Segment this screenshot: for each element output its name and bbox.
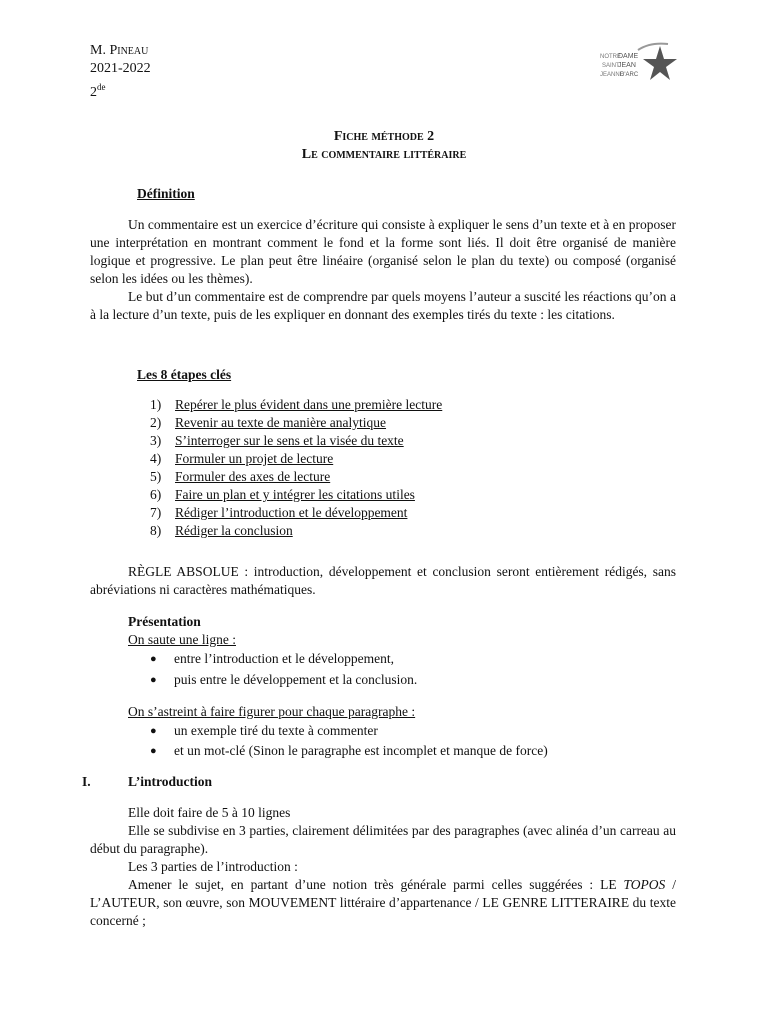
steps-heading: Les 8 étapes clés xyxy=(137,367,232,382)
list-item: 4) Formuler un projet de lecture xyxy=(150,451,334,466)
presentation-heading: Présentation xyxy=(128,614,201,629)
star-icon xyxy=(643,46,677,80)
school-logo xyxy=(598,40,680,90)
topos-term: TOPOS xyxy=(623,877,666,892)
bullet-list-2 xyxy=(150,722,548,760)
section-numeral: I. xyxy=(82,774,91,789)
intro-paragraph-4: Amener le sujet, en partant d’une notion très générale parmi celles suggérées : LE TOPOS / L’AUTEUR, son œuvre, son MOUVEMENT littéraire d’appartenance / LE GENRE LITTERAIRE du texte concerné ; xyxy=(90,877,676,928)
list-item: ● un exemple tiré du texte à commenter xyxy=(150,723,378,738)
logo-text-2: DAME xyxy=(618,53,639,60)
list-item: 8) Rédiger la conclusion xyxy=(150,523,293,538)
definition-paragraph-1: Un commentaire est un exercice d’écriture qui consiste à expliquer le sens d’un texte et à en proposer une interprétation en montrant comment le fond et la forme sont liés. Il doit être organisé de manière logique et progressive. Le plan peut être linéaire (organisé selon le plan du texte) ou composé (organisé selon les idées ou les thèmes). xyxy=(90,217,676,286)
definition-paragraph-2: Le but d’un commentaire est de comprendre par quels moyens l’auteur a suscité les réactions qu’on a à la lecture d’un texte, puis de les expliquer en donnant des exemples tirés du texte : les citations. xyxy=(90,289,676,322)
logo-text-1: NOTRE xyxy=(600,54,621,60)
intro-paragraph-3: Les 3 parties de l’introduction : xyxy=(128,859,298,874)
bullet-icon: ● xyxy=(150,674,157,686)
presentation-sub-2: On s’astreint à faire figurer pour chaque paragraphe : xyxy=(128,704,416,719)
intro-text xyxy=(90,804,676,930)
list-item: 2) Revenir au texte de manière analytique xyxy=(150,415,387,430)
school-year: 2021-2022 xyxy=(90,61,151,76)
list-item: 1) Repérer le plus évident dans une première lecture xyxy=(150,397,443,412)
bullet-icon: ● xyxy=(150,725,157,737)
intro-paragraph-1: Elle doit faire de 5 à 10 lignes xyxy=(128,805,291,820)
definition-heading: Définition xyxy=(137,186,195,201)
section-heading: L’introduction xyxy=(128,774,213,789)
definition-text xyxy=(90,216,676,324)
list-item: ● et un mot-clé (Sinon le paragraphe est incomplet et manque de force) xyxy=(150,743,548,758)
list-item: ● entre l’introduction et le développement, xyxy=(150,651,395,666)
logo-text-5: JEANNE xyxy=(600,72,624,78)
list-item: 5) Formuler des axes de lecture xyxy=(150,469,331,484)
intro-paragraph-2: Elle se subdivise en 3 parties, clairement délimitées par des paragraphes (avec alinéa d’un carreau au début du paragraphe). xyxy=(90,823,676,856)
list-item: 7) Rédiger l’introduction et le développement xyxy=(150,505,408,520)
author-name: Pineau xyxy=(109,43,149,58)
absolute-rule xyxy=(90,563,676,599)
logo-text-3: SAINT xyxy=(602,63,620,69)
title-line-1: Fiche méthode 2 xyxy=(333,129,435,144)
logo-text-6: D'ARC xyxy=(620,72,639,78)
list-item: ● puis entre le développement et la conclusion. xyxy=(150,672,418,687)
presentation-sub-1: On saute une ligne : xyxy=(128,632,236,647)
author-line: M. Pineau xyxy=(90,43,149,58)
swoosh-icon xyxy=(638,44,668,50)
bullet-icon: ● xyxy=(150,653,157,665)
title-line-2: Le commentaire littéraire xyxy=(301,147,467,162)
bullet-icon: ● xyxy=(150,745,157,757)
list-item: 6) Faire un plan et y intégrer les citations utiles xyxy=(150,487,415,502)
bullet-list-1 xyxy=(150,650,417,689)
list-item: 3) S’interroger sur le sens et la visée du texte xyxy=(150,433,404,448)
steps-list xyxy=(150,396,442,540)
page-title xyxy=(0,128,768,164)
rule-text: RÈGLE ABSOLUE : introduction, développement et conclusion seront entièrement rédigés, sans abréviations ni caractères mathématiques. xyxy=(90,564,676,597)
class-level: 2de xyxy=(90,82,106,100)
document-header xyxy=(90,42,151,102)
logo-text-4: JEAN xyxy=(618,62,636,69)
